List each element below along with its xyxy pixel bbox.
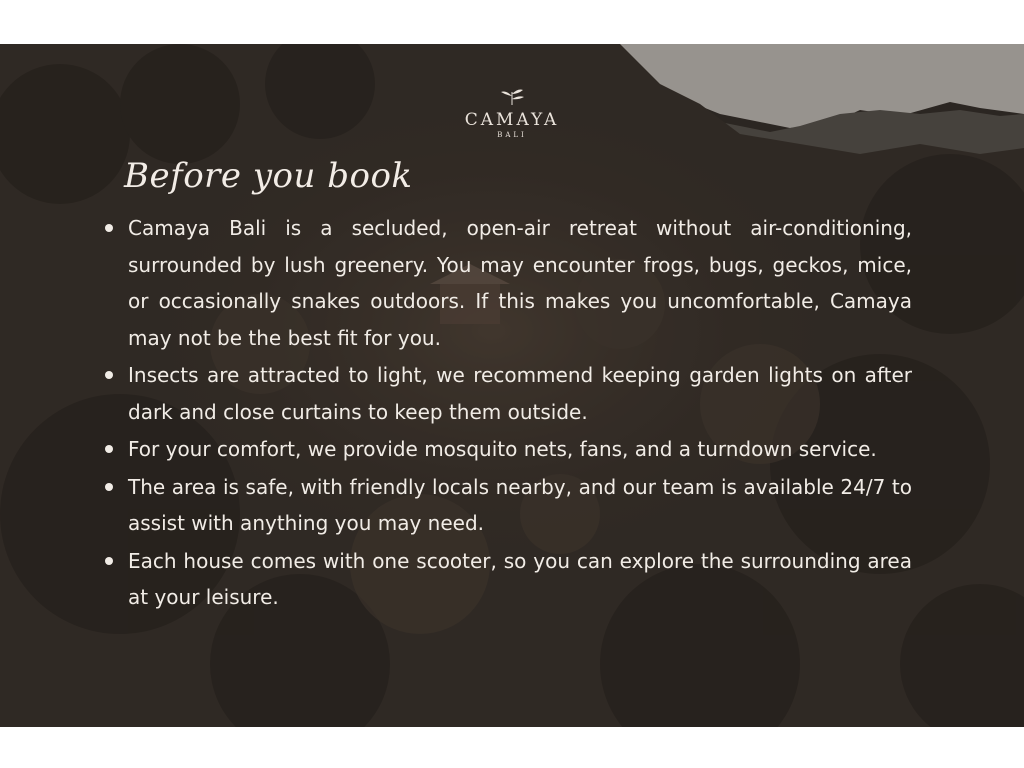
list-item-text: Insects are attracted to light, we recommend keeping garden lights on after dark and close curtains to keep them outside. [128, 363, 912, 424]
list-item-text: The area is safe, with friendly locals nearby, and our team is available 24/7 to assist with anything you may need. [128, 474, 912, 535]
booking-info-list [104, 210, 912, 617]
list-item [104, 210, 912, 356]
list-item-text: For your comfort, we provide mosquito nets, fans, and a turndown service. [128, 437, 877, 461]
list-item [104, 357, 912, 430]
list-item-text: Camaya Bali is a secluded, open-air retreat without air-conditioning, surrounded by lush greenery. You may encounter frogs, bugs, geckos, mice, or occasionally snakes outdoors. If this makes you uncomfortable, Camaya may not be the best fit for you. [128, 216, 912, 350]
bullet-dot-icon [105, 371, 113, 379]
logo-brand-name: CAMAYA [464, 110, 560, 130]
bullet-dot-icon [105, 557, 113, 565]
list-item [104, 543, 912, 616]
bullet-dot-icon [105, 483, 113, 491]
list-item [104, 431, 912, 468]
bullet-dot-icon [105, 224, 113, 232]
page-heading: Before you book [124, 156, 413, 196]
camaya-logo [0, 88, 1024, 140]
bullet-dot-icon [105, 445, 113, 453]
bamboo-leaves-icon [499, 88, 525, 106]
list-item-text: Each house comes with one scooter, so you can explore the surrounding area at your leisure. [128, 548, 912, 609]
list-item [104, 469, 912, 542]
logo-location: BALI [497, 131, 527, 139]
